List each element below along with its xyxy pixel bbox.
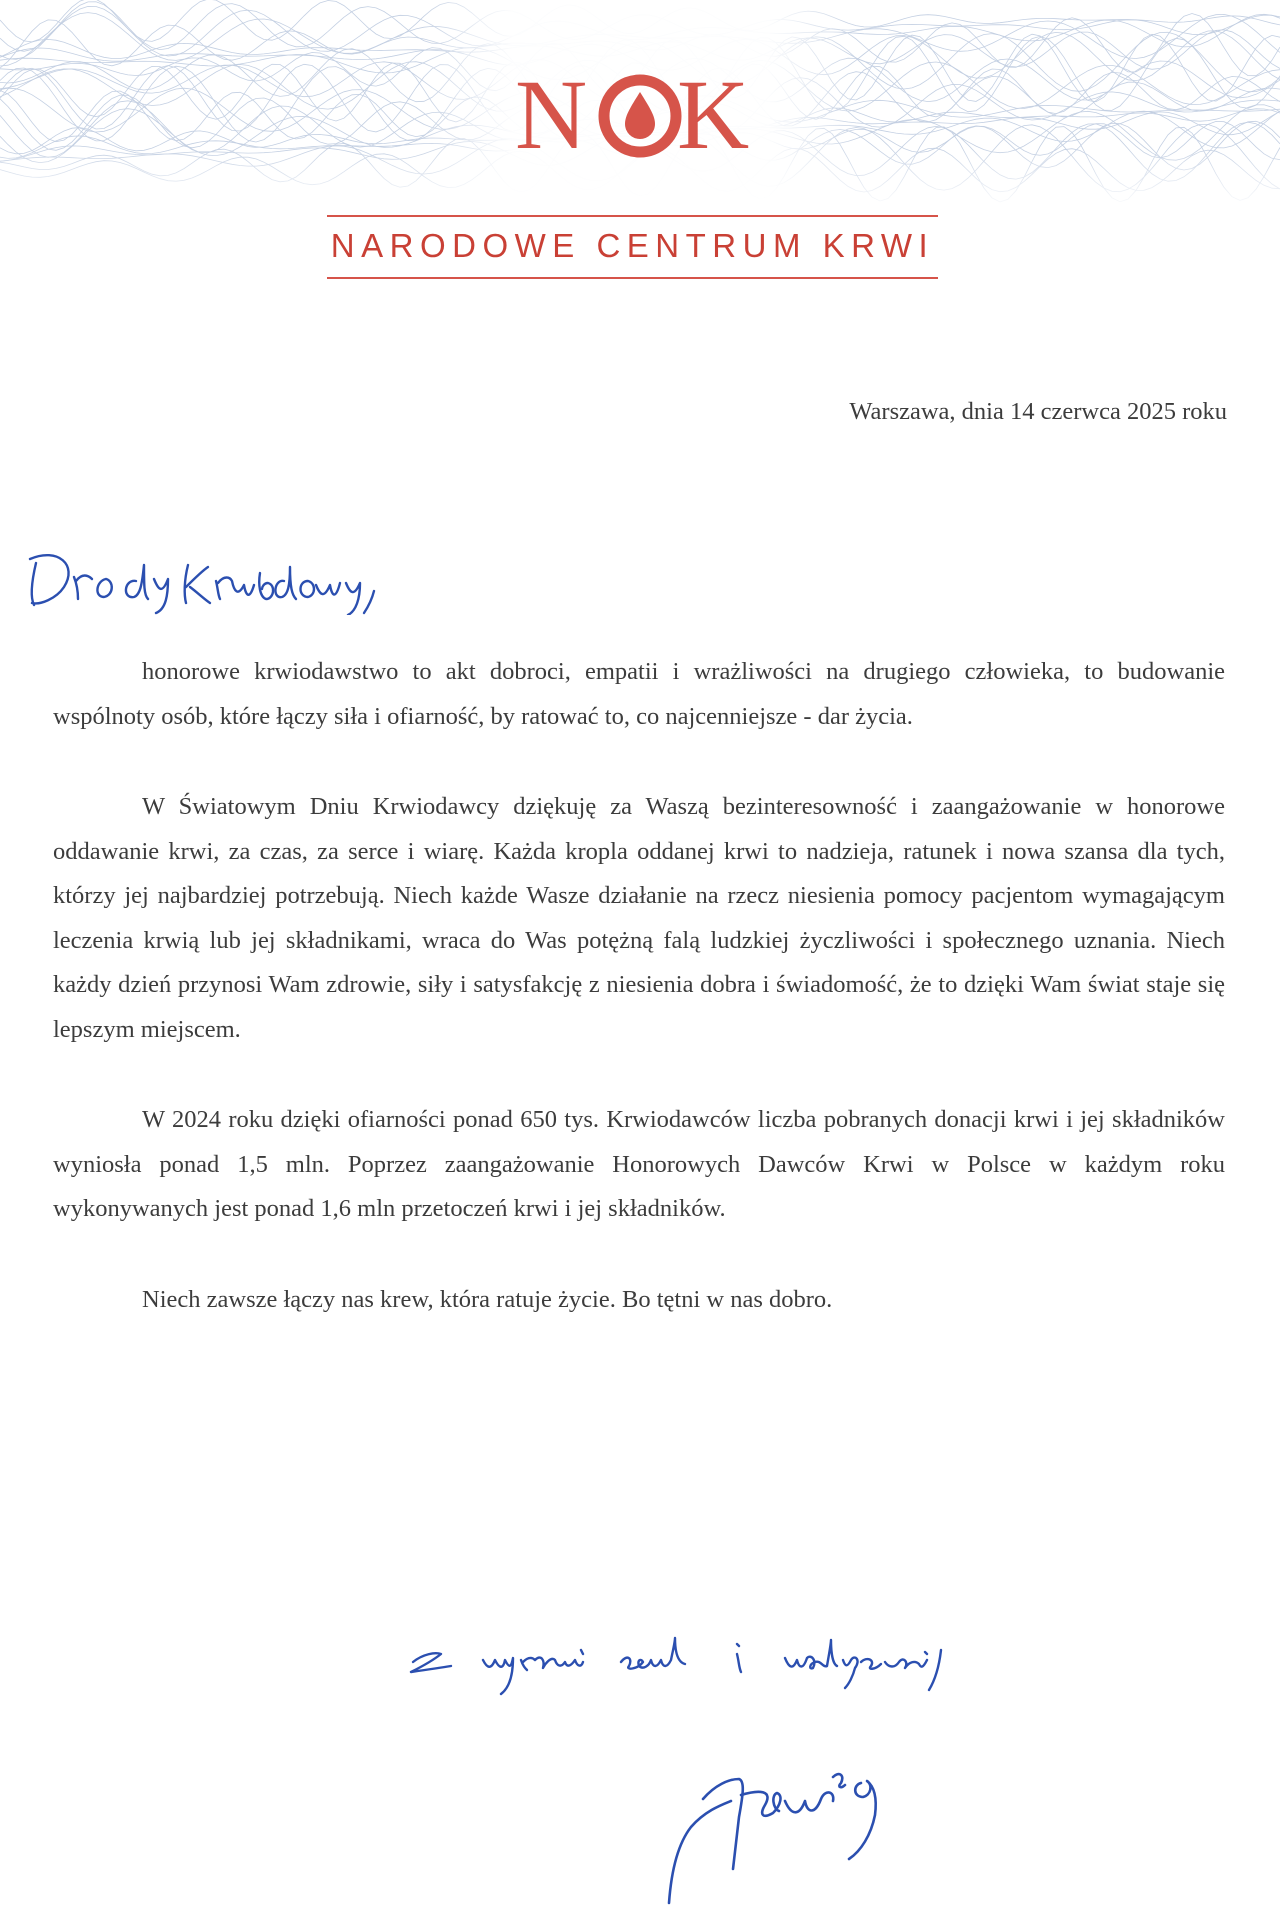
nck-logo [515, 60, 765, 170]
handwritten-salutation [18, 525, 398, 615]
signature-image [665, 1735, 945, 1905]
svg-text:K: K [677, 60, 750, 170]
letter-paragraph: W 2024 roku dzięki ofiarności ponad 650 tys. Krwiodawców liczba pobranych donacji krwi i jej składników wyniosła ponad 1,5 mln. Poprzez zaangażowanie Honorowych Dawców Krwi w Polsce w każdym roku wykonywanych jest ponad 1,6 mln przetoczeń krwi i jej składników. [53, 1106, 1225, 1222]
header-rule-bottom [327, 277, 938, 279]
header-rule-top [327, 215, 938, 217]
organization-name: NARODOWE CENTRUM KRWI [330, 227, 935, 264]
svg-text:N: N [515, 60, 588, 170]
place-date: Warszawa, dnia 14 czerwca 2025 roku [849, 398, 1227, 425]
letter-paragraph: W Światowym Dniu Krwiodawcy dziękuję za Waszą bezinteresowność i zaangażowanie w honorowe oddawanie krwi, za czas, za serce i wiarę. Każda kropla oddanej krwi to nadzieja, ratunek i nowa szansa dla tych, którzy jej najbardziej potrzebują. Niech każde Wasze działanie na rzecz niesienia pomocy pacjentom wymagającym leczenia krwią lub jej składnikami, wraca do Was potężną falą ludzkiej życzliwości i społecznego uznania. Niech każdy dzień przynosi Wam zdrowie, siły i satysfakcję z niesienia dobra i świadomość, że to dzięki Wam świat staje się lepszym miejscem. [53, 793, 1225, 1043]
handwritten-closing [405, 1610, 1095, 1700]
letter-paragraph: honorowe krwiodawstwo to akt dobroci, empatii i wrażliwości na drugiego człowieka, to budowanie wspólnoty osób, które łączy siła i ofiarność, by ratować to, co najcenniejsze - dar życia. [53, 658, 1225, 730]
letter-body [53, 650, 1225, 1368]
letter-paragraph: Niech zawsze łączy nas krew, która ratuje życie. Bo tętni w nas dobro. [142, 1285, 833, 1313]
